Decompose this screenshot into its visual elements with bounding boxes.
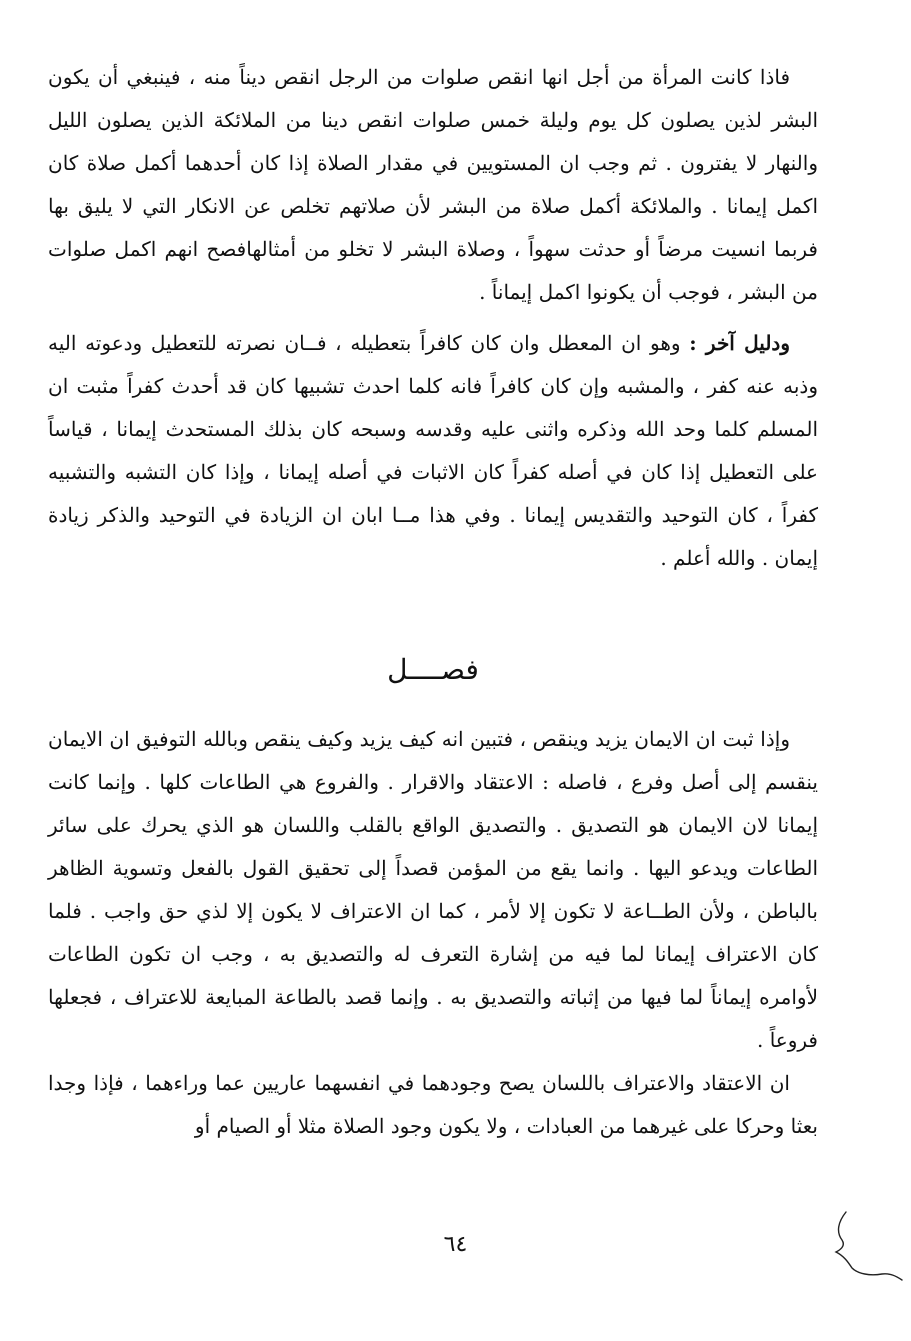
page-number: ٦٤ [443,1232,468,1257]
margin-pen-mark [830,1210,911,1290]
section-paragraph-1: وإذا ثبت ان الايمان يزيد وينقص ، فتبين انه كيف يزيد وكيف ينقص وبالله التوفيق ان الايمان ينقسم إلى أصل وفرع ، فاصله : الاعتقاد والاقرار . والفروع هي الطاعات كلها . وإنما كانت إيمانا لان الايمان هو التصديق . والتصديق الواقع بالقلب واللسان هو الذي يحرك على سائر الطاعات ويدعو اليها . وانما يقع من المؤمن قصداً إلى تحقيق القول بالفعل وتسوية الظاهر بالباطن ، ولأن الطــاعة لا تكون إلا لأمر ، كما ان الاعتراف لا يكون إلا لذي حق واجب . فلما كان الاعتراف إيمانا لما فيه من إشارة التعرف له والتصديق به ، وجب ان تكون الطاعات لأوامره إيماناً لما فيها من إثباته والتصديق به . وإنما قصد بالطاعة المبايعة للاعتراف ، فجعلها فروعاً . [48,727,819,1052]
section-paragraph-2: ان الاعتقاد والاعتراف باللسان يصح وجودهما في انفسهما عاريين عما وراءهما ، فإذا وجدا بعثا وحركا على غيرهما من العبادات ، ولا يكون وجود الصلاة مثلا أو الصيام أو [48,1071,818,1138]
section-heading: فصــــل [387,653,479,686]
paragraph-1: فاذا كانت المرأة من أجل انها انقص صلوات من الرجل انقص ديناً منه ، فينبغي أن يكون البشر لذين يصلون كل يوم وليلة خمس صلوات انقص دينا من الملائكة الذين يصلون الليل والنهار لا يفترون . ثم وجب ان المستويين في مقدار الصلاة إذا كان أحدهما أكمل صلاة كان اكمل إيمانا . والملائكة أكمل صلاة من البشر لأن صلاتهم تخلص عن الانكار التي لا يليق بها فربما انسيت مرضاً أو حدثت سهواً ، وصلاة البشر لا تخلو من أمثالهافصح انهم اكمل صلوات من البشر ، فوجب أن يكونوا اكمل إيماناً . [48,65,818,304]
paragraph-2-lead: ودليل آخر : [689,331,790,355]
paragraph-2 [48,322,818,580]
page-body [48,56,818,1148]
paragraph-2-text: وهو ان المعطل وان كان كافراً بتعطيله ، فــان نصرته للتعطيل ودعوته اليه وذبه عنه كفر ، والمشبه وإن كان كافراً فانه كلما احدث تشبيها كان قد أحدث كفراً مثبت ان المسلم كلما وحد الله وذكره واثنى عليه وقدسه وسبحه كان بذلك المستحدث إيمانا ، قياساً على التعطيل إذا كان في أصله كفراً كان الاثبات في أصله إيمانا ، وإذا كان التشبه والتشبيه كفراً ، كان التوحيد والتقديس إيمانا . وفي هذا مــا ابان ان الزيادة في التوحيد والذكر زيادة إيمان . والله أعلم . [48,331,818,570]
